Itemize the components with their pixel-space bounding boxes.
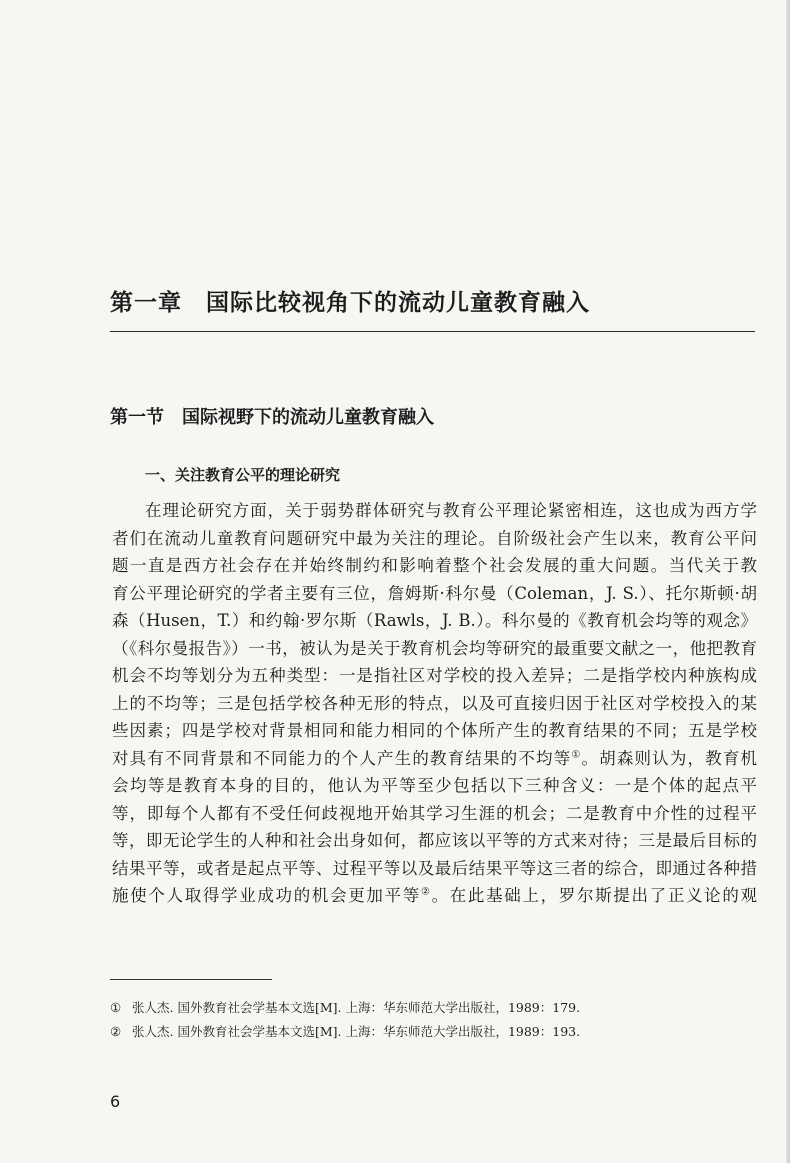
body-line: 者们在流动儿童教育问题研究中最为关注的理论。自阶级社会产生以来，教育公平问 [112, 528, 757, 548]
body-line-text: 对具有不同背景和不同能力的个人产生的教育结果的不均等 [112, 748, 572, 768]
body-paragraph [112, 497, 757, 910]
footnote-item [110, 1020, 580, 1044]
body-line: （《科尔曼报告》）一书，被认为是关于教育机会均等研究的最重要文献之一，他把教育 [112, 638, 757, 658]
body-line: 会均等是教育本身的目的，他认为平等至少包括以下三种含义：一是个体的起点平 [112, 776, 757, 795]
footnote-ref-2[interactable]: ② [420, 886, 432, 898]
body-line: 题一直是西方社会存在并始终制约和影响着整个社会发展的重大问题。当代关于教 [112, 556, 757, 575]
footnote-mark: ② [110, 1024, 122, 1039]
footnotes [110, 996, 580, 1044]
body-line: 育公平理论研究的学者主要有三位，詹姆斯·科尔曼（Coleman，J. S.）、托尔斯顿·胡 [112, 583, 757, 603]
body-line: 上的不均等；三是包括学校各种无形的特点，以及可直接归因于社区对学校投入的某 [112, 693, 757, 713]
body-line-text: 施使个人取得学业成功的机会更加平等 [112, 886, 421, 905]
footnote-mark: ① [110, 1000, 122, 1015]
body-line: 机会不均等划分为五种类型：一是指社区对学校的投入差异；二是指学校内种族构成 [112, 666, 757, 685]
body-line: 森（Husen，T.）和约翰·罗尔斯（Rawls，J. B.）。科尔曼的《教育机会均等的观念》 [112, 611, 757, 630]
footnote-divider [110, 979, 272, 980]
body-line: 些因素；四是学校对背景相同和能力相同的个体所产生的教育结果的不同；五是学校 [112, 721, 757, 740]
body-line-text: 。在此基础上，罗尔斯提出了正义论的观 [431, 886, 758, 905]
chapter-divider [110, 331, 755, 332]
body-line: 在理论研究方面，关于弱势群体研究与教育公平理论紧密相连，这也成为西方学 [145, 501, 757, 520]
page-edge-shadow [786, 0, 790, 1163]
subsection-heading: 一、关注教育公平的理论研究 [145, 466, 341, 484]
body-line [112, 882, 757, 910]
footnote-text: 张人杰. 国外教育社会学基本文选[M]. 上海：华东师范大学出版社，1989：193. [132, 1024, 581, 1039]
body-line [112, 745, 757, 773]
body-line-text: 。胡森则认为，教育机 [581, 748, 758, 768]
body-line: 结果平等，或者是起点平等、过程平等以及最后结果平等这三者的综合，即通过各种措 [112, 858, 757, 878]
footnote-text: 张人杰. 国外教育社会学基本文选[M]. 上海：华东师范大学出版社，1989：179. [132, 1000, 581, 1015]
footnote-item [110, 996, 580, 1020]
body-line: 等，即每个人都有不受任何歧视地开始其学习生涯的机会；二是教育中介性的过程平 [112, 803, 757, 823]
chapter-title: 第一章 国际比较视角下的流动儿童教育融入 [110, 290, 590, 316]
page-number: 6 [110, 1092, 121, 1111]
section-title: 第一节 国际视野下的流动儿童教育融入 [110, 407, 434, 428]
body-line: 等，即无论学生的人种和社会出身如何，都应该以平等的方式来对待；三是最后目标的 [112, 831, 757, 850]
footnote-ref-1[interactable]: ① [571, 749, 582, 760]
